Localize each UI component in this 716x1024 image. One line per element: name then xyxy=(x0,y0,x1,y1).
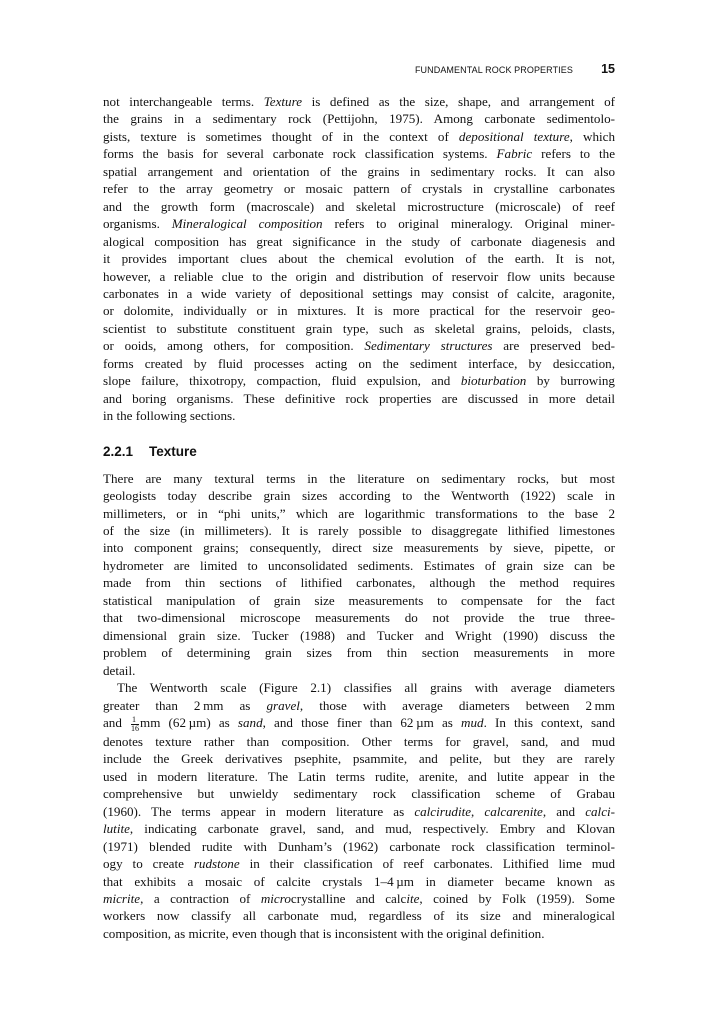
text-line: refer to the array geometry or mosaic pattern of crystals in crystalline carbonates xyxy=(103,181,615,197)
text-line: it provides important clues about the chemical evolution of the earth. It is not, xyxy=(103,251,615,267)
text-line: the grains in a sedimentary rock (Pettijohn, 1975). Among carbonate sedimentolo- xyxy=(103,111,615,127)
text-line: detail. xyxy=(103,662,136,678)
body-text xyxy=(103,93,615,942)
text-line: made from thin sections of lithified carbonates, although the method requires xyxy=(103,575,615,591)
text-line: spatial arrangement and orientation of the grains in sedimentary rocks. It can also xyxy=(103,163,615,179)
text-line: organisms. Mineralogical composition refers to original mineralogy. Original miner- xyxy=(103,216,615,232)
text-line: The Wentworth scale (Figure 2.1) classifies all grains with average diameters xyxy=(117,680,615,696)
paragraph-grain-size xyxy=(103,470,615,679)
text-line: not interchangeable terms. Texture is defined as the size, shape, and arrangement of xyxy=(103,94,616,109)
page-header xyxy=(103,62,615,80)
term-texture: Texture xyxy=(263,94,303,109)
text-line: dimensional grain size. Tucker (1988) and Tucker and Wright (1990) discuss the xyxy=(103,627,615,643)
text-line: that exhibits a mosaic of calcite crystals 1–4 µm in diameter became known as xyxy=(103,873,615,889)
text-line: that two-dimensional microscope measurements do not provide the true three- xyxy=(103,610,615,626)
text-line: slope failure, thixotropy, compaction, fluid expulsion, and bioturbation by burrowing xyxy=(103,373,615,389)
text-line: micrite, a contraction of microcrystalline and calcite, coined by Folk (1959). Some xyxy=(103,891,615,907)
text-line: ogy to create rudstone in their classification of reef carbonates. Lithified lime mud xyxy=(103,856,616,872)
running-head: FUNDAMENTAL ROCK PROPERTIES xyxy=(414,65,573,75)
term-ite: ite xyxy=(406,891,420,907)
text-line: (1971) blended rudite with Dunham’s (1962) carbonate rock classification terminol- xyxy=(103,838,615,854)
text-line: forms the basis for several carbonate rock classification systems. Fabric refers to the xyxy=(103,146,616,162)
text-line: carbonates in a wide variety of depositional settings may consist of calcite, aragonite, xyxy=(103,285,615,301)
text-line: however, a reliable clue to the origin and distribution of reservoir flow units because xyxy=(103,268,615,284)
text-line: composition, as micrite, even though that is inconsistent with the original definition. xyxy=(103,925,545,941)
term-mineralogical-composition: Mineralogical composition xyxy=(171,216,323,232)
page-number: 15 xyxy=(601,62,615,76)
term-calcirudite: calcirudite xyxy=(414,803,472,819)
text-line: millimeters, or in “phi units,” which are logarithmic transformations to the base 2 xyxy=(103,505,615,521)
text-line: of the size (in millimeters). It is rarely possible to disaggregate lithified limestones xyxy=(103,522,615,538)
term-micro: micro xyxy=(260,891,291,907)
term-bioturbation: bioturbation xyxy=(460,373,527,389)
text-line: alogical composition has great significance in the study of carbonate diagenesis and xyxy=(103,233,615,249)
term-rudstone: rudstone xyxy=(193,856,240,872)
term-calcilutite-end: lutite xyxy=(103,821,130,837)
term-calcarenite: calcarenite xyxy=(484,803,543,819)
term-mud: mud xyxy=(461,714,484,730)
term-depositional-texture: depositional texture xyxy=(458,128,570,144)
term-micrite: micrite xyxy=(103,891,141,907)
text-line: forms created by fluid processes acting on the sediment interface, by desiccation, xyxy=(103,355,615,371)
term-calcilutite: calci- xyxy=(585,803,616,819)
text-line: comprehensive but unwieldy sedimentary rock classification scheme of Grabau xyxy=(103,786,615,802)
fraction: $\frac{1}{16}$ xyxy=(131,714,140,733)
text-line: hydrometer are limited to unconsolidated sediments. Estimates of grain size can be xyxy=(103,557,615,573)
text-line: and the growth form (macroscale) and skeletal microstructure (microscale) of reef xyxy=(103,198,615,214)
text-line: used in modern literature. The Latin terms rudite, arenite, and lutite appear in the xyxy=(103,768,615,784)
term-sand: sand xyxy=(237,714,263,730)
text-line: scientist to substitute constituent grain type, such as skeletal grains, peloids, clasts, xyxy=(103,320,615,336)
text-line: geologists today describe grain sizes according to the Wentworth (1922) scale in xyxy=(103,488,615,504)
text-line: statistical manipulation of grain size measurements to compensate for the fact xyxy=(103,592,615,608)
paragraph-properties xyxy=(103,93,615,425)
text-line: problem of determining grain sizes from thin section measurements in more xyxy=(103,645,615,661)
text-line: in the following sections. xyxy=(103,408,236,424)
section-number: 2.2.1 xyxy=(103,443,134,459)
text-line: gists, texture is sometimes thought of in the context of depositional texture, which xyxy=(103,128,616,144)
term-fabric: Fabric xyxy=(496,146,533,162)
text-line: include the Greek derivatives psephite, psammite, and pelite, but they are rarely xyxy=(103,751,615,767)
text-line: or dolomite, individually or in mixtures. It is more practical for the reservoir geo- xyxy=(103,303,615,319)
term-sedimentary-structures: Sedimentary structures xyxy=(364,338,493,354)
text-line: greater than 2 mm as gravel, those with average diameters between 2 mm xyxy=(103,697,615,713)
text-line: and $\frac{1}{16}$ mm (62 µm) as sand, and those finer than 62 µm as mud. In this context, sand xyxy=(103,714,615,733)
text-line: denotes texture rather than composition. Other terms for gravel, sand, and mud xyxy=(103,733,615,749)
section-heading xyxy=(103,443,615,460)
text-line: (1960). The terms appear in modern literature as calcirudite, calcarenite, and calci- xyxy=(103,803,616,819)
paragraph-wentworth xyxy=(103,679,615,942)
text-line: or ooids, among others, for composition. Sedimentary structures are preserved bed- xyxy=(103,338,615,354)
text-line: There are many textural terms in the literature on sedimentary rocks, but most xyxy=(103,470,615,486)
text-line: and boring organisms. These definitive rock properties are discussed in more detail xyxy=(103,390,615,406)
text-line: workers now classify all carbonate mud, regardless of its size and mineralogical xyxy=(103,908,615,924)
text-line: lutite, indicating carbonate gravel, sand, and mud, respectively. Embry and Klovan xyxy=(103,821,615,837)
text-line: into component grains; consequently, direct size measurements by sieve, pipette, or xyxy=(103,540,615,556)
term-gravel: gravel xyxy=(266,697,300,713)
section-title: Texture xyxy=(149,443,197,459)
